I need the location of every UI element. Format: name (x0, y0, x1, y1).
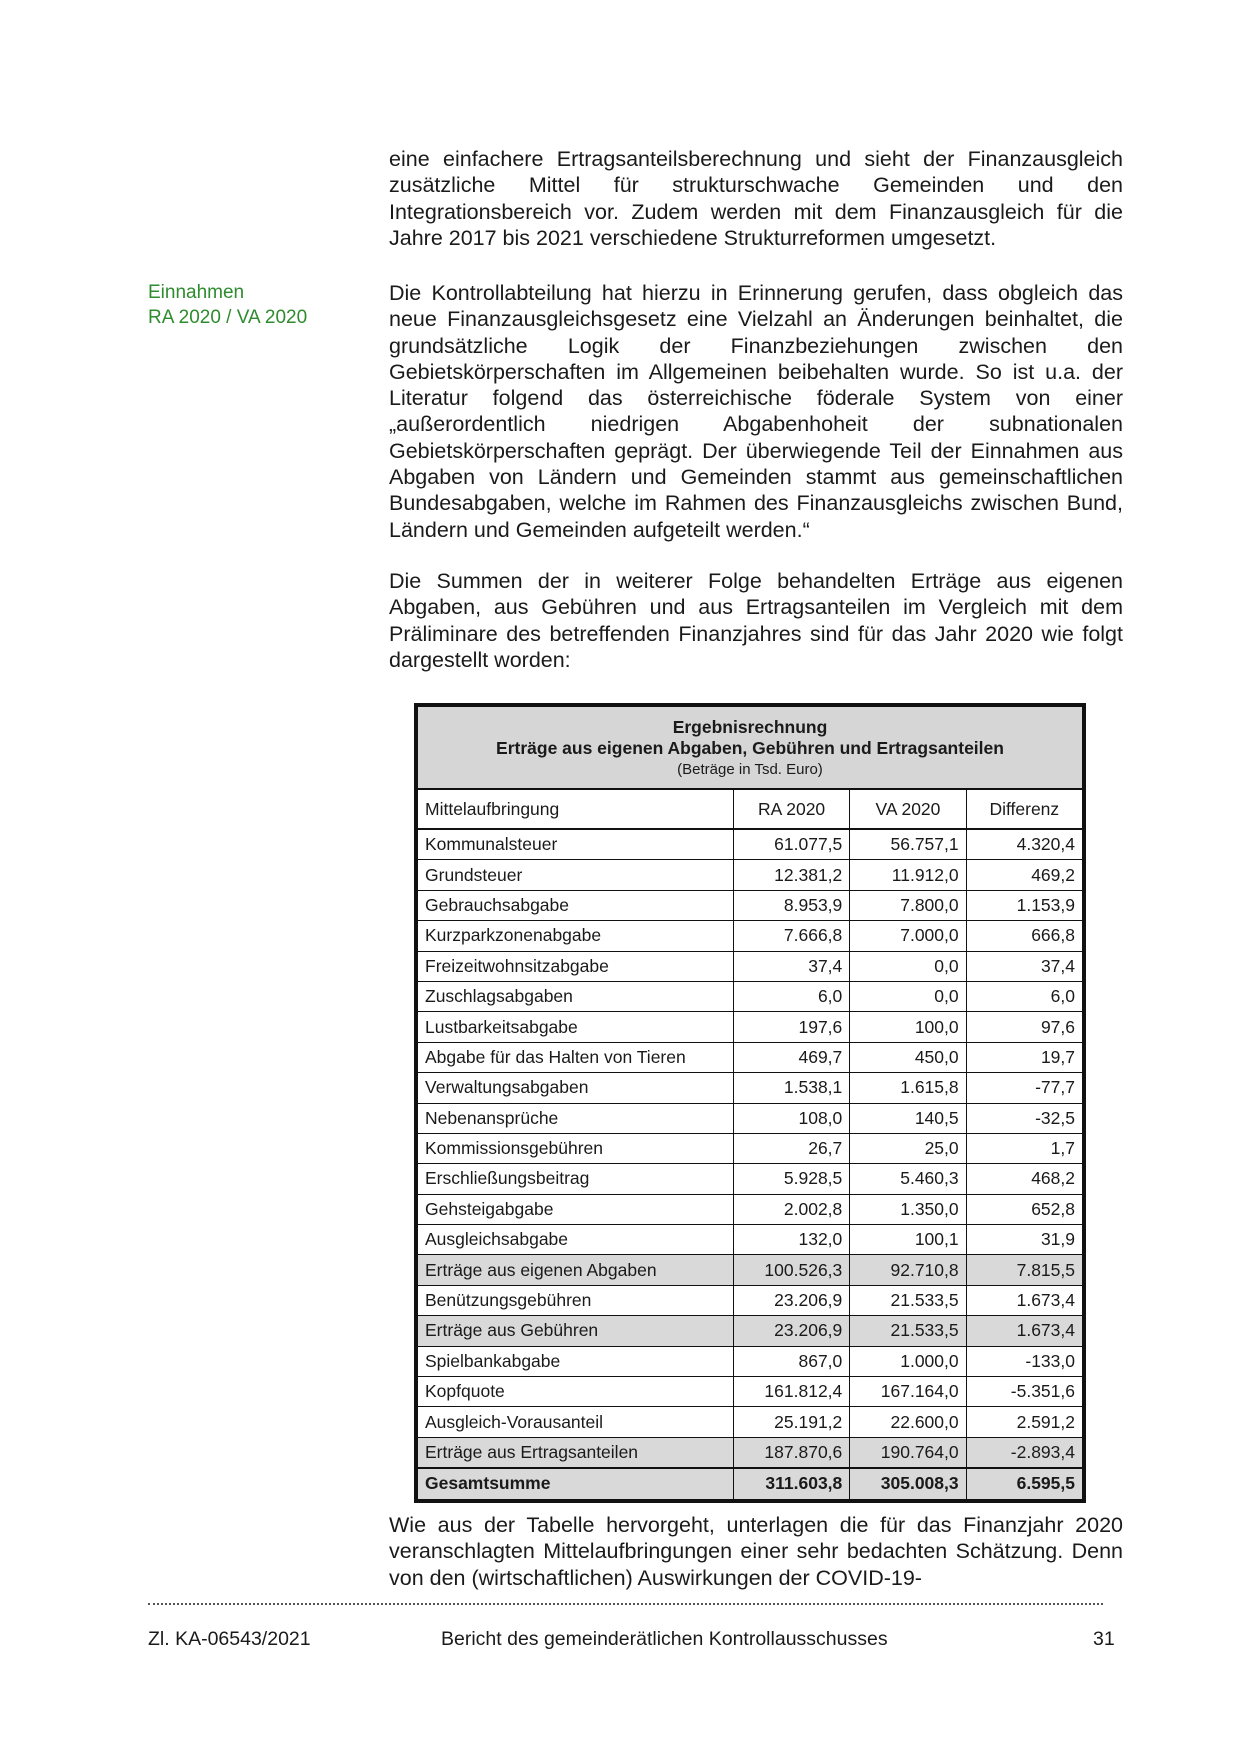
differenz-cell: 6.595,5 (966, 1468, 1082, 1499)
row-label: Grundsteuer (418, 860, 734, 890)
va-2020-cell: 92.710,8 (850, 1255, 966, 1285)
footer-reference: Zl. KA-06543/2021 (148, 1628, 311, 1650)
results-table (414, 703, 1086, 1503)
differenz-cell: 1,7 (966, 1133, 1082, 1163)
table-row (418, 951, 1083, 981)
table-header (418, 707, 1083, 790)
ra-2020-cell: 108,0 (733, 1103, 849, 1133)
subtotal-row (418, 1255, 1083, 1285)
va-2020-cell: 0,0 (850, 981, 966, 1011)
ra-2020-cell: 132,0 (733, 1225, 849, 1255)
va-2020-cell: 7.000,0 (850, 921, 966, 951)
ra-2020-cell: 25.191,2 (733, 1407, 849, 1437)
table-row (418, 1225, 1083, 1255)
total-row (418, 1468, 1083, 1499)
differenz-cell: 31,9 (966, 1225, 1082, 1255)
table-body (418, 829, 1083, 1499)
differenz-cell: 1.153,9 (966, 890, 1082, 920)
row-label: Zuschlagsabgaben (418, 981, 734, 1011)
table-row (418, 1285, 1083, 1315)
va-2020-cell: 167.164,0 (850, 1377, 966, 1407)
table-row (418, 1194, 1083, 1224)
table-row (418, 1103, 1083, 1133)
differenz-cell: 7.815,5 (966, 1255, 1082, 1285)
differenz-cell: 469,2 (966, 860, 1082, 890)
table-row (418, 890, 1083, 920)
paragraph-kontrollabteilung: Die Kontrollabteilung hat hierzu in Erinnerung gerufen, dass obgleich das neue Finanzausgleichsgesetz eine Vielzahl an Änderungen beinhaltet, die grundsätzliche Logik der Finanzbeziehungen zwischen den Gebietskörperschaften im Allgemeinen beibehalten wurde. So ist u.a. der Literatur folgend das österreichische föderale System von einer „außerordentlich niedrigen Abgabenhoheit der subnationalen Gebietskörperschaften geprägt. Der überwiegende Teil der Einnahmen aus Abgaben von Ländern und Gemeinden stammt aus gemeinschaftlichen Bundesabgaben, welche im Rahmen des Finanzausgleichs zwischen Bund, Ländern und Gemeinden aufgeteilt werden.“ (389, 281, 1123, 542)
differenz-cell: 97,6 (966, 1012, 1082, 1042)
row-label: Kopfquote (418, 1377, 734, 1407)
paragraph-conclusion: Wie aus der Tabelle hervorgeht, unterlagen die für das Finanzjahr 2020 veranschlagten Mittelaufbringungen einer sehr bedachten Schätzung. Denn von den (wirtschaftlichen) Auswirkungen der COVID-19- (389, 1513, 1123, 1590)
differenz-cell: 4.320,4 (966, 829, 1082, 860)
ra-2020-cell: 12.381,2 (733, 860, 849, 890)
ra-2020-cell: 23.206,9 (733, 1285, 849, 1315)
page-number: 31 (1093, 1628, 1115, 1650)
table-subtitle: Erträge aus eigenen Abgaben, Gebühren und Ertragsanteilen (496, 738, 1004, 758)
table-row (418, 829, 1083, 860)
row-label: Erschließungsbeitrag (418, 1164, 734, 1194)
ra-2020-cell: 100.526,3 (733, 1255, 849, 1285)
row-label: Gesamtsumme (418, 1468, 734, 1499)
row-label: Gehsteigabgabe (418, 1194, 734, 1224)
ra-2020-cell: 7.666,8 (733, 921, 849, 951)
ra-2020-cell: 197,6 (733, 1012, 849, 1042)
table-row (418, 1042, 1083, 1072)
margin-note-line2: RA 2020 / VA 2020 (148, 307, 308, 328)
differenz-cell: -5.351,6 (966, 1377, 1082, 1407)
differenz-cell: 37,4 (966, 951, 1082, 981)
ra-2020-cell: 469,7 (733, 1042, 849, 1072)
row-label: Abgabe für das Halten von Tieren (418, 1042, 734, 1072)
row-label: Spielbankabgabe (418, 1346, 734, 1376)
row-label: Benützungsgebühren (418, 1285, 734, 1315)
ra-2020-cell: 1.538,1 (733, 1073, 849, 1103)
differenz-cell: 468,2 (966, 1164, 1082, 1194)
ra-2020-cell: 61.077,5 (733, 829, 849, 860)
subtotal-row (418, 1437, 1083, 1468)
margin-note (148, 280, 307, 330)
differenz-cell: 6,0 (966, 981, 1082, 1011)
row-label: Freizeitwohnsitzabgabe (418, 951, 734, 981)
paragraph-intro: eine einfachere Ertragsanteilsberechnung und sieht der Finanzausgleich zusätzliche Mittel für strukturschwache Gemeinden und den Integrationsbereich vor. Zudem werden mit dem Finanzausgleich für die Jahre 2017 bis 2021 verschiedene Strukturreformen umgesetzt. (389, 147, 1123, 250)
differenz-cell: -32,5 (966, 1103, 1082, 1133)
va-2020-cell: 21.533,5 (850, 1285, 966, 1315)
ra-2020-cell: 23.206,9 (733, 1316, 849, 1346)
row-label: Kurzparkzonenabgabe (418, 921, 734, 951)
ra-2020-cell: 867,0 (733, 1346, 849, 1376)
row-label: Verwaltungsabgaben (418, 1073, 734, 1103)
differenz-cell: -77,7 (966, 1073, 1082, 1103)
va-2020-cell: 450,0 (850, 1042, 966, 1072)
differenz-cell: 1.673,4 (966, 1285, 1082, 1315)
ra-2020-cell: 187.870,6 (733, 1437, 849, 1468)
row-label: Ausgleichsabgabe (418, 1225, 734, 1255)
table-row (418, 1346, 1083, 1376)
table-row (418, 1012, 1083, 1042)
row-label: Kommissionsgebühren (418, 1133, 734, 1163)
row-label: Erträge aus eigenen Abgaben (418, 1255, 734, 1285)
table-row (418, 1164, 1083, 1194)
table-row (418, 981, 1083, 1011)
va-2020-cell: 1.350,0 (850, 1194, 966, 1224)
differenz-cell: 19,7 (966, 1042, 1082, 1072)
differenz-cell: 2.591,2 (966, 1407, 1082, 1437)
row-label: Gebrauchsabgabe (418, 890, 734, 920)
margin-note-line1: Einnahmen (148, 282, 245, 303)
va-2020-cell: 140,5 (850, 1103, 966, 1133)
row-label: Kommunalsteuer (418, 829, 734, 860)
differenz-cell: -2.893,4 (966, 1437, 1082, 1468)
va-2020-cell: 305.008,3 (850, 1468, 966, 1499)
va-2020-cell: 21.533,5 (850, 1316, 966, 1346)
ra-2020-cell: 6,0 (733, 981, 849, 1011)
ra-2020-cell: 8.953,9 (733, 890, 849, 920)
va-2020-cell: 22.600,0 (850, 1407, 966, 1437)
table-row (418, 860, 1083, 890)
row-label: Nebenansprüche (418, 1103, 734, 1133)
column-header-differenz: Differenz (966, 789, 1082, 829)
ra-2020-cell: 161.812,4 (733, 1377, 849, 1407)
column-header-mittelaufbringung: Mittelaufbringung (418, 789, 734, 829)
row-label: Erträge aus Ertragsanteilen (418, 1437, 734, 1468)
ra-2020-cell: 37,4 (733, 951, 849, 981)
ra-2020-cell: 2.002,8 (733, 1194, 849, 1224)
va-2020-cell: 11.912,0 (850, 860, 966, 890)
va-2020-cell: 100,0 (850, 1012, 966, 1042)
va-2020-cell: 1.615,8 (850, 1073, 966, 1103)
table-row (418, 1133, 1083, 1163)
row-label: Lustbarkeitsabgabe (418, 1012, 734, 1042)
va-2020-cell: 25,0 (850, 1133, 966, 1163)
column-header-ra-2020: RA 2020 (733, 789, 849, 829)
ra-2020-cell: 5.928,5 (733, 1164, 849, 1194)
table-unit-note: (Beträge in Tsd. Euro) (677, 761, 823, 778)
differenz-cell: -133,0 (966, 1346, 1082, 1376)
va-2020-cell: 1.000,0 (850, 1346, 966, 1376)
table-row (418, 1377, 1083, 1407)
differenz-cell: 652,8 (966, 1194, 1082, 1224)
row-label: Erträge aus Gebühren (418, 1316, 734, 1346)
va-2020-cell: 100,1 (850, 1225, 966, 1255)
va-2020-cell: 56.757,1 (850, 829, 966, 860)
va-2020-cell: 0,0 (850, 951, 966, 981)
column-header-row (418, 789, 1083, 829)
ra-2020-cell: 26,7 (733, 1133, 849, 1163)
row-label: Ausgleich-Vorausanteil (418, 1407, 734, 1437)
subtotal-row (418, 1316, 1083, 1346)
paragraph-summen: Die Summen der in weiterer Folge behandelten Erträge aus eigenen Abgaben, aus Gebühren und aus Ertragsanteilen im Vergleich mit dem Präliminare des betreffenden Finanzjahres sind für das Jahr 2020 wie folgt dargestellt worden: (389, 569, 1123, 672)
footer-report-title: Bericht des gemeinderätlichen Kontrollausschusses (441, 1628, 888, 1650)
va-2020-cell: 190.764,0 (850, 1437, 966, 1468)
column-header-va-2020: VA 2020 (850, 789, 966, 829)
table-title: Ergebnisrechnung (672, 717, 828, 737)
table-row (418, 1073, 1083, 1103)
table-row (418, 1407, 1083, 1437)
differenz-cell: 1.673,4 (966, 1316, 1082, 1346)
va-2020-cell: 7.800,0 (850, 890, 966, 920)
differenz-cell: 666,8 (966, 921, 1082, 951)
footer-divider (148, 1603, 1103, 1605)
va-2020-cell: 5.460,3 (850, 1164, 966, 1194)
table-row (418, 921, 1083, 951)
ra-2020-cell: 311.603,8 (733, 1468, 849, 1499)
